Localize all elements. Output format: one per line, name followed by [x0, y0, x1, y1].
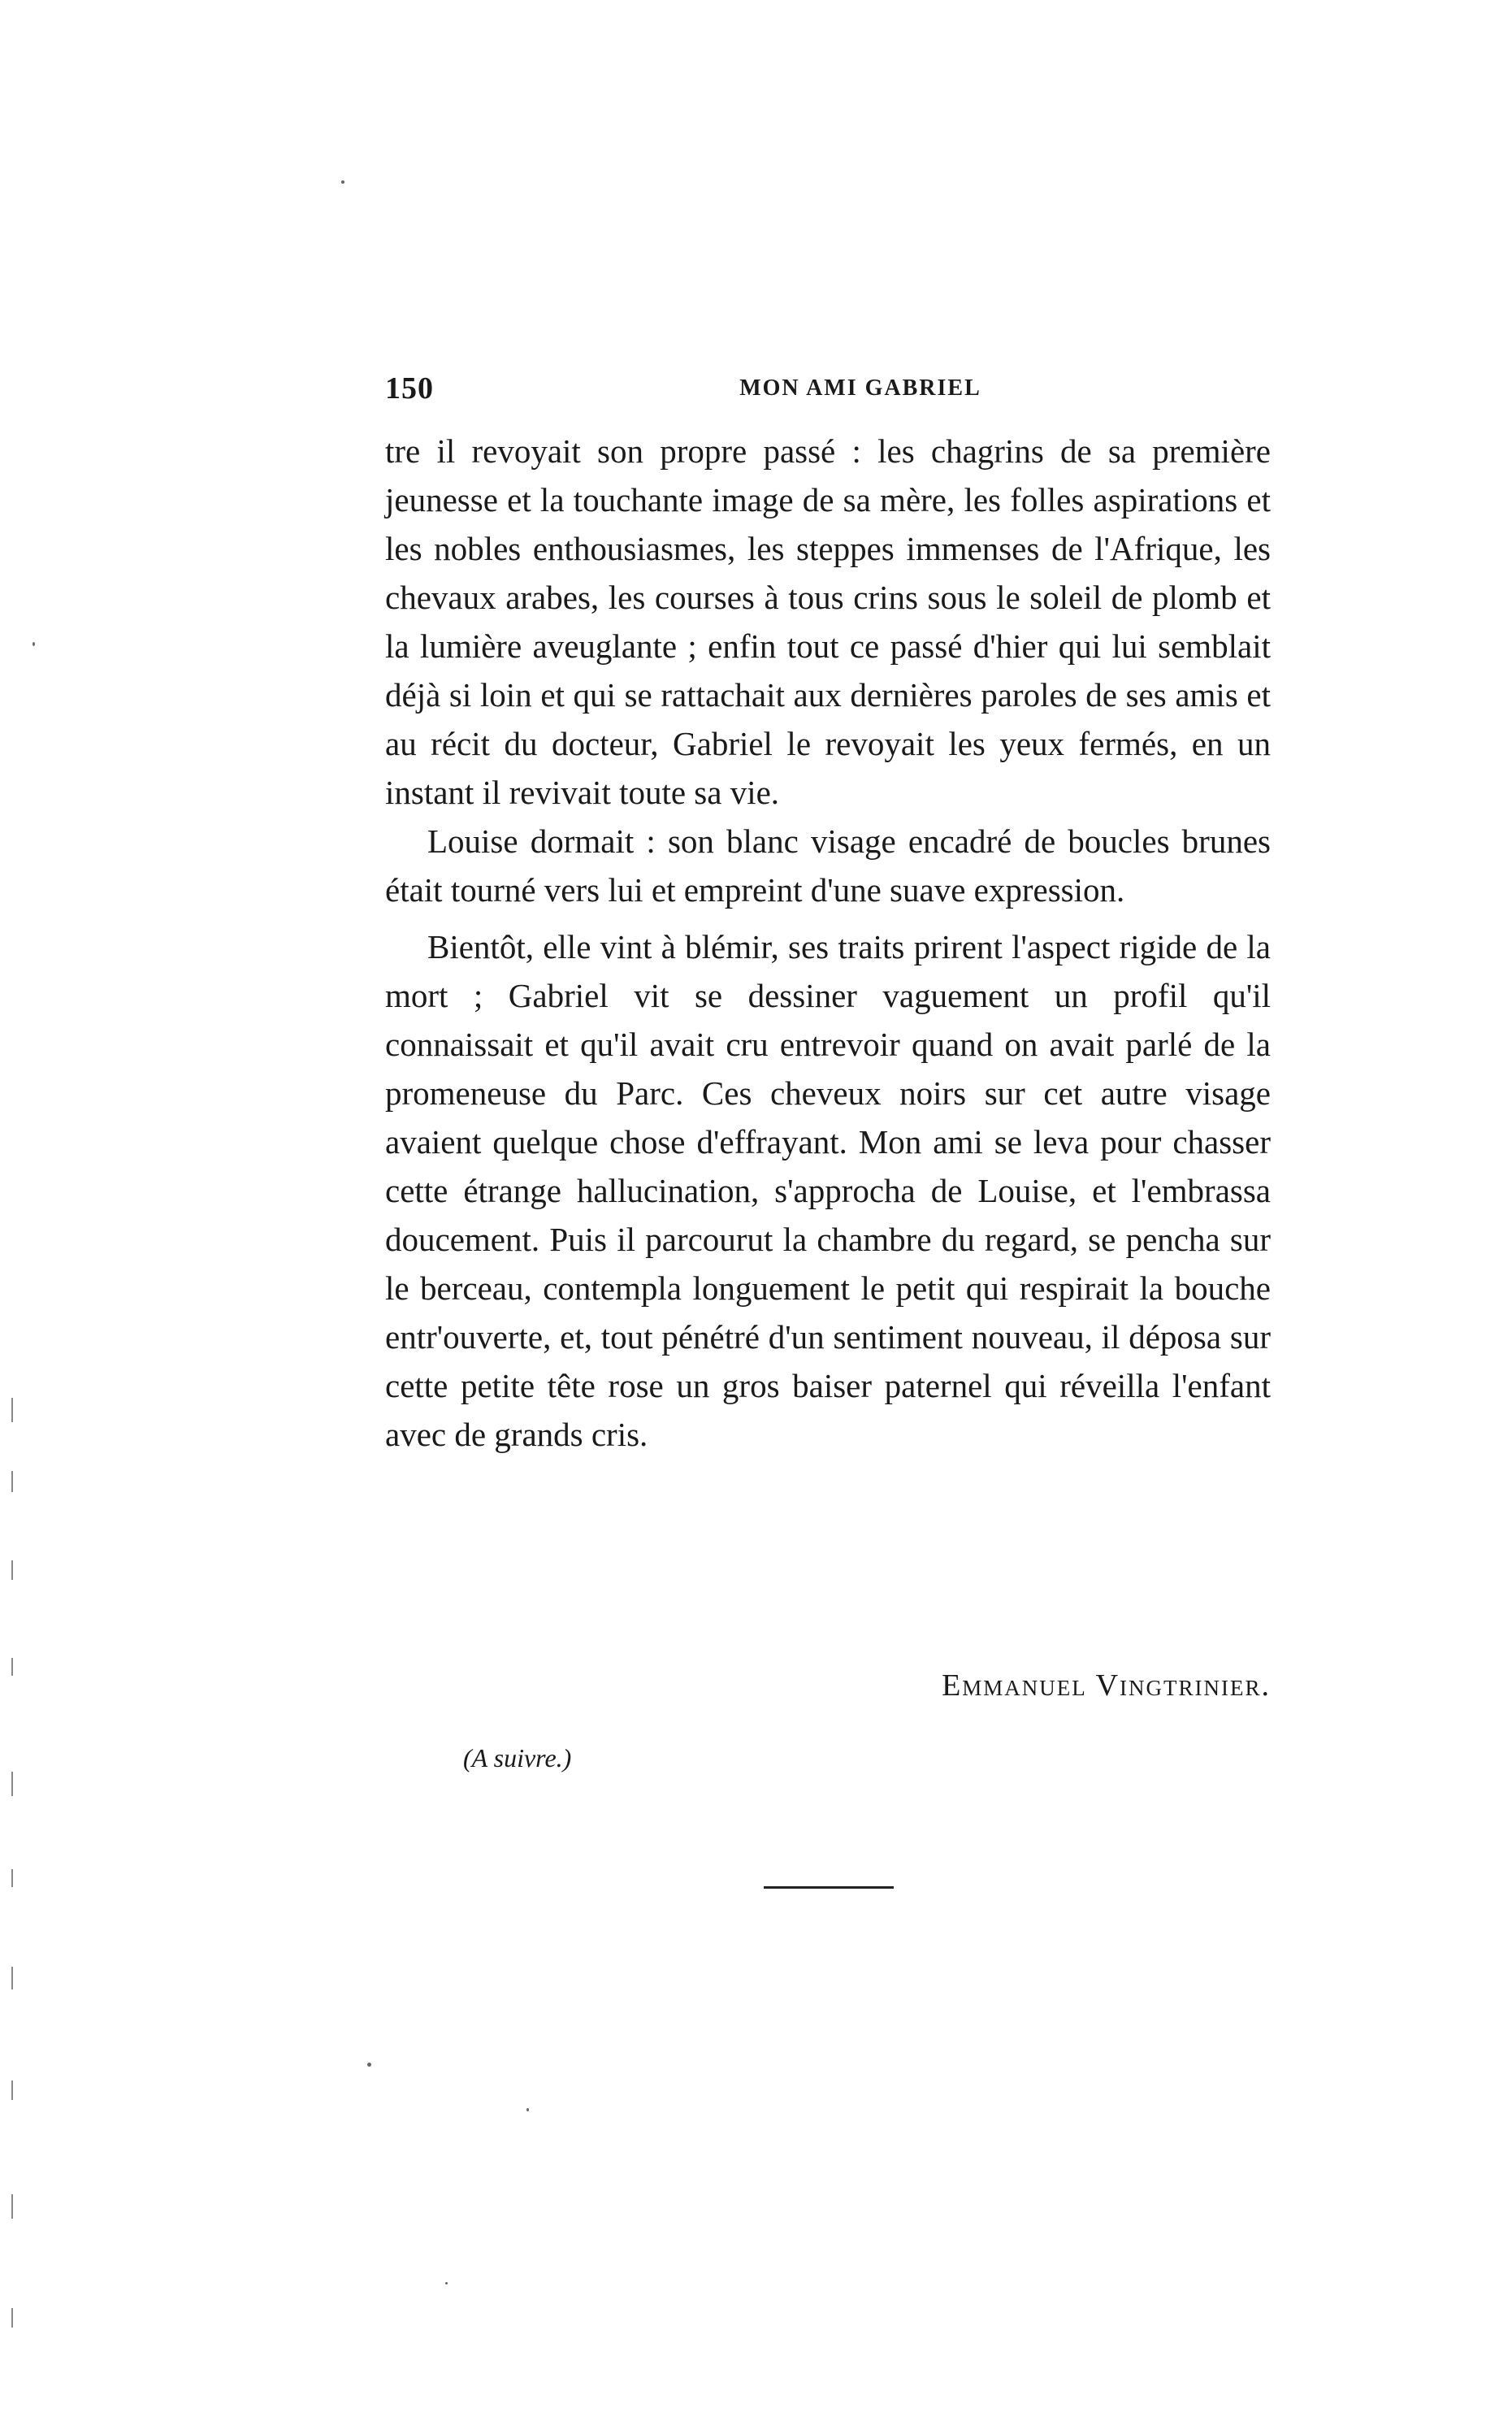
margin-scan-mark [11, 1658, 13, 1676]
end-rule-divider [764, 1886, 894, 1889]
page-number: 150 [385, 371, 434, 406]
running-title: MON AMI GABRIEL [739, 375, 981, 401]
margin-scan-mark [11, 2194, 13, 2219]
scan-speck [341, 180, 344, 184]
margin-scan-mark [11, 1398, 13, 1422]
margin-scan-mark [11, 1869, 13, 1887]
author-signature: Emmanuel Vingtrinier. [942, 1668, 1271, 1703]
margin-scan-mark [11, 1967, 13, 1989]
margin-scan-mark [11, 2308, 13, 2328]
to-be-continued-note: (A suivre.) [463, 1743, 572, 1772]
scan-speck [445, 2282, 448, 2284]
scan-speck [367, 2063, 371, 2067]
page-header [385, 371, 1271, 411]
paragraph-bientot: Bientôt, elle vint à blémir, ses traits prirent l'aspect rigide de la mort ; Gabriel vit se dessiner vaguement un profil qu'il connaissait et qu'il avait cru entrevoir quand on avait parlé de la promeneuse du Parc. Ces cheveux noirs sur cet autre visage avaient quelque chose d'effrayant. Mon ami se leva pour chasser cette étrange hallucination, s'approcha de Louise, et l'embrassa doucement. Puis il parcourut la chambre du regard, se pencha sur le berceau, contempla longuement le petit qui respirait la bouche entr'ouverte, et, tout pénétré d'un sentiment nouveau, il déposa sur cette petite tête rose un gros baiser paternel qui réveilla l'enfant avec de grands cris. [385, 928, 1271, 1453]
margin-scan-mark [11, 1560, 13, 1580]
margin-scan-mark [11, 2080, 13, 2100]
scan-speck [526, 2108, 529, 2111]
margin-scan-mark [11, 1772, 13, 1796]
paragraph-continuation: tre il revoyait son propre passé : les chagrins de sa première jeunesse et la touchante image de sa mère, les folles aspirations et les nobles enthousiasmes, les steppes immenses de l'Afrique, les chevaux arabes, les courses à tous crins sous le soleil de plomb et la lumière aveuglante ; enfin tout ce passé d'hier qui lui semblait déjà si loin et qui se rattachait aux dernières paroles de ses amis et au récit du docteur, Gabriel le revoyait les yeux fermés, en un instant il revivait toute sa vie. [385, 432, 1271, 811]
scan-speck [32, 642, 35, 646]
margin-scan-mark [11, 1471, 13, 1492]
body-text [385, 427, 1271, 1459]
paragraph-louise: Louise dormait : son blanc visage encadré de boucles brunes était tourné vers lui et empreint d'une suave expression. [385, 822, 1271, 909]
